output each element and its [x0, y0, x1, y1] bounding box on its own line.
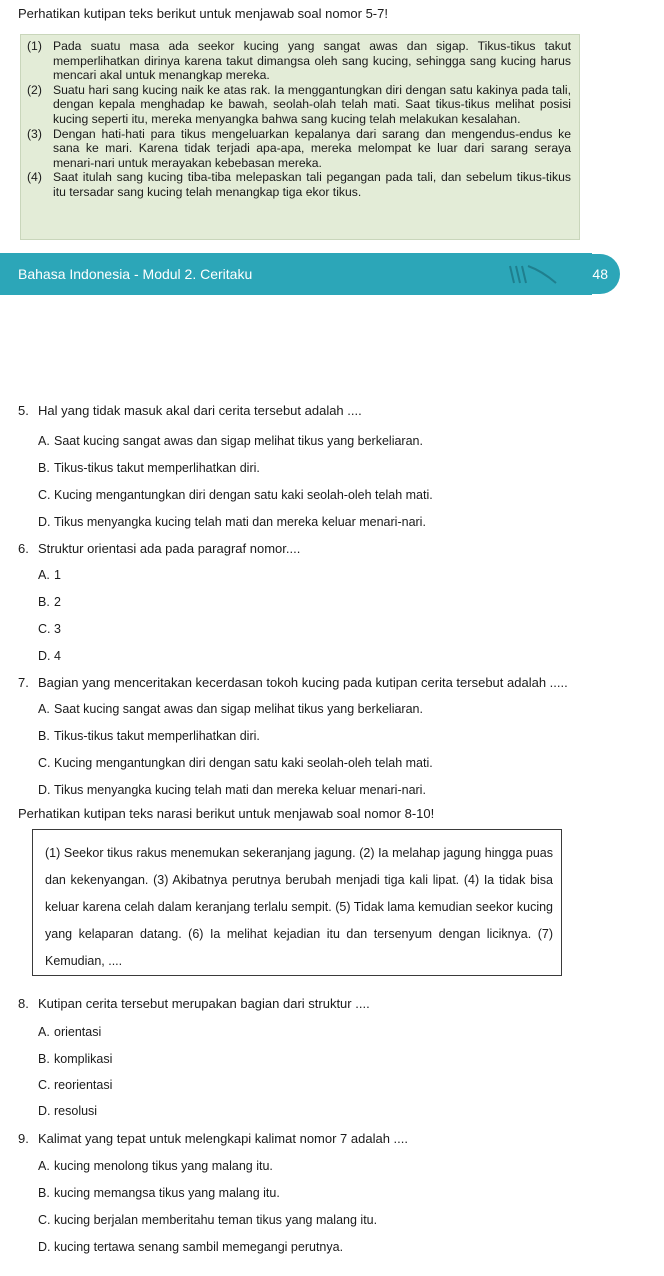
question-number: 6. — [18, 541, 29, 556]
option-letter: B. — [38, 1052, 50, 1066]
option-text: kucing menolong tikus yang malang itu. — [54, 1159, 273, 1173]
option-9b[interactable] — [38, 1186, 280, 1200]
option-8b[interactable] — [38, 1052, 112, 1066]
option-letter: C. — [38, 1078, 51, 1092]
question-6 — [18, 541, 300, 556]
question-text: Struktur orientasi ada pada paragraf nomor.... — [38, 541, 301, 556]
question-text: Kutipan cerita tersebut merupakan bagian dari struktur .... — [38, 996, 370, 1011]
paragraph-4 — [27, 170, 571, 199]
instruction-5-7: Perhatikan kutipan teks berikut untuk menjawab soal nomor 5-7! — [18, 6, 388, 21]
option-9d[interactable] — [38, 1240, 343, 1254]
option-text: Saat kucing sangat awas dan sigap melihat tikus yang berkeliaran. — [54, 434, 423, 448]
option-text: Tikus menyangka kucing telah mati dan mereka keluar menari-nari. — [54, 515, 426, 529]
question-8 — [18, 996, 370, 1011]
option-letter: A. — [38, 1159, 50, 1173]
question-number: 8. — [18, 996, 29, 1011]
option-letter: A. — [38, 702, 50, 716]
option-9a[interactable] — [38, 1159, 273, 1173]
option-5d[interactable] — [38, 515, 426, 529]
option-5a[interactable] — [38, 434, 423, 448]
option-letter: C. — [38, 488, 51, 502]
option-7a[interactable] — [38, 702, 423, 716]
option-text: reorientasi — [54, 1078, 113, 1092]
paragraph-text: Suatu hari sang kucing naik ke atas rak. Ia menggantungkan diri dengan satu kakinya pada tali, dengan kepala menghadap ke bawah, seolah-olah telah mati. Saat tikus-tikus melihat posisi kucing seperti itu, mereka menyangka bahwa sang kucing telah melakukan kesalahan. — [53, 82, 571, 126]
page-number: 48 — [592, 266, 608, 282]
question-number: 9. — [18, 1131, 29, 1146]
option-7b[interactable] — [38, 729, 260, 743]
option-letter: A. — [38, 434, 50, 448]
option-text: 2 — [54, 595, 61, 609]
option-text: 1 — [54, 568, 61, 582]
paragraph-2 — [27, 83, 571, 127]
question-text: Bagian yang menceritakan kecerdasan tokoh kucing pada kutipan cerita tersebut adalah ..... — [38, 675, 568, 690]
question-number: 5. — [18, 403, 29, 418]
question-5 — [18, 403, 362, 418]
question-7 — [18, 675, 568, 690]
paragraph-text: Dengan hati-hati para tikus mengeluarkan kepalanya dari sarang dan mengendus-endus ke sana ke mari. Karena tidak terjadi apa-apa, mereka melompat ke luar dari sarang seraya menari-nari untuk merayakan kebebasan mereka. — [53, 126, 571, 170]
option-text: Tikus-tikus takut memperlihatkan diri. — [54, 461, 260, 475]
option-letter: B. — [38, 729, 50, 743]
option-text: kucing berjalan memberitahu teman tikus yang malang itu. — [54, 1213, 378, 1227]
narrative-passage-box — [32, 829, 562, 976]
option-text: Saat kucing sangat awas dan sigap melihat tikus yang berkeliaran. — [54, 702, 423, 716]
option-text: komplikasi — [54, 1052, 113, 1066]
option-6c[interactable] — [38, 622, 61, 636]
option-5b[interactable] — [38, 461, 260, 475]
paragraph-number: (2) — [27, 82, 42, 97]
option-letter: D. — [38, 649, 51, 663]
question-number: 7. — [18, 675, 29, 690]
option-text: 3 — [54, 622, 61, 636]
paragraph-1 — [27, 39, 571, 83]
option-7c[interactable] — [38, 756, 433, 770]
module-title: Bahasa Indonesia - Modul 2. Ceritaku — [18, 266, 253, 282]
paragraph-text: Saat itulah sang kucing tiba-tiba melepaskan tali pegangan pada tali, dan sebelum tikus-tikus itu tersadar sang kucing telah menangkap tiga ekor tikus. — [53, 170, 571, 199]
option-letter: D. — [38, 1240, 51, 1254]
paragraph-3 — [27, 127, 571, 171]
option-text: kucing memangsa tikus yang malang itu. — [54, 1186, 280, 1200]
option-letter: C. — [38, 622, 51, 636]
option-8a[interactable] — [38, 1025, 101, 1039]
option-8c[interactable] — [38, 1078, 112, 1092]
question-text: Hal yang tidak masuk akal dari cerita tersebut adalah .... — [38, 403, 362, 418]
option-letter: A. — [38, 568, 50, 582]
option-8d[interactable] — [38, 1104, 97, 1118]
question-9 — [18, 1131, 408, 1146]
option-letter: B. — [38, 595, 50, 609]
option-text: Tikus-tikus takut memperlihatkan diri. — [54, 729, 260, 743]
option-text: 4 — [54, 649, 61, 663]
option-letter: D. — [38, 783, 51, 797]
option-letter: D. — [38, 1104, 51, 1118]
paragraph-number: (1) — [27, 39, 42, 53]
option-6d[interactable] — [38, 649, 61, 663]
option-text: resolusi — [54, 1104, 98, 1118]
paragraph-text: Pada suatu masa ada seekor kucing yang sangat awas dan sigap. Tikus-tikus takut memperlihatkan dirinya karena takut dimangsa oleh sang kucing, sehingga sang kucing harus mencari akal untuk menangkap mereka. — [53, 39, 571, 83]
question-text: Kalimat yang tepat untuk melengkapi kalimat nomor 7 adalah .... — [38, 1131, 408, 1146]
story-passage-box — [20, 34, 580, 240]
option-6b[interactable] — [38, 595, 61, 609]
option-letter: B. — [38, 1186, 50, 1200]
option-letter: A. — [38, 1025, 50, 1039]
option-9c[interactable] — [38, 1213, 377, 1227]
module-banner — [0, 253, 592, 295]
option-letter: C. — [38, 756, 51, 770]
paragraph-number: (4) — [27, 170, 42, 185]
narrative-passage-text: (1) Seekor tikus rakus menemukan sekeranjang jagung. (2) Ia melahap jagung hingga puas dan kekenyangan. (3) Akibatnya perutnya berubah menjadi tiga kali lipat. (4) Ia tidak bisa keluar karena celah dalam keranjang terlalu sempit. (5) Tidak lama kemudian seekor kucing yang kelaparan datang. (6) Ia melihat kejadian itu dan tersenyum dengan liciknya. (7) Kemudian, .... — [45, 846, 553, 968]
decorative-stripes-icon — [506, 263, 558, 285]
option-text: Tikus menyangka kucing telah mati dan mereka keluar menari-nari. — [54, 783, 426, 797]
option-7d[interactable] — [38, 783, 426, 797]
option-letter: B. — [38, 461, 50, 475]
option-text: kucing tertawa senang sambil memegangi perutnya. — [54, 1240, 344, 1254]
option-letter: D. — [38, 515, 51, 529]
option-text: Kucing mengantungkan diri dengan satu kaki seolah-oleh telah mati. — [54, 756, 433, 770]
option-text: Kucing mengantungkan diri dengan satu kaki seolah-oleh telah mati. — [54, 488, 433, 502]
option-5c[interactable] — [38, 488, 433, 502]
page-number-badge — [566, 254, 620, 294]
option-letter: C. — [38, 1213, 51, 1227]
instruction-8-10: Perhatikan kutipan teks narasi berikut untuk menjawab soal nomor 8-10! — [18, 806, 435, 821]
option-6a[interactable] — [38, 568, 61, 582]
option-text: orientasi — [54, 1025, 102, 1039]
paragraph-number: (3) — [27, 126, 42, 141]
